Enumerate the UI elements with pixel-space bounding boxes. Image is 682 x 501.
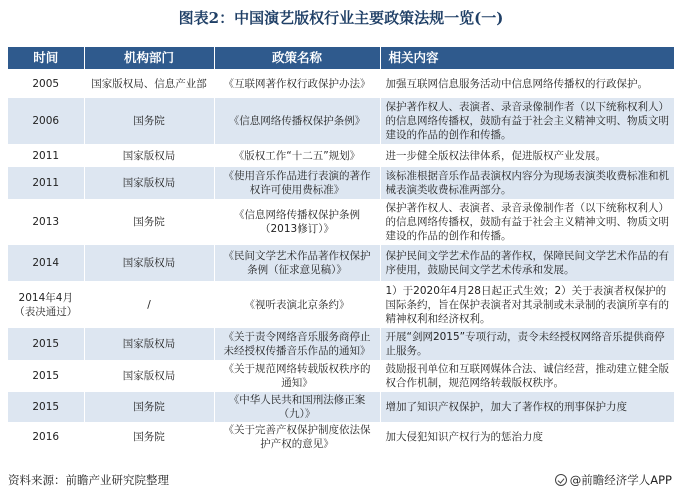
header-name: 政策名称 [214,47,380,69]
cell-time: 2015 [8,392,84,422]
cell-policy-name: 《使用音乐作品进行表演的著作权许可使用费标准》 [214,167,380,199]
cell-policy-name: 《视听表演北京条约》 [214,281,380,328]
table-row [8,69,674,98]
cell-policy-name: 《信息网络传播权保护条例（2013修订）》 [214,199,380,245]
table-row [8,144,674,167]
cell-org: / [84,281,214,328]
cell-time: 2015 [8,328,84,360]
table-row [8,245,674,281]
source-note: 资料来源：前瞻产业研究院整理 [8,473,169,487]
cell-time: 2006 [8,98,84,144]
cell-policy-name: 《关于规范网络转载版权秩序的通知》 [214,360,380,392]
header-content: 相关内容 [380,47,674,69]
table-row [8,167,674,199]
header-time: 时间 [8,47,84,69]
cell-content: 加大侵犯知识产权行为的惩治力度 [380,422,674,452]
cell-org: 国务院 [84,392,214,422]
cell-time: 2014 [8,245,84,281]
brand-credit-text: @前瞻经济学人APP [569,473,672,487]
cell-content: 鼓励报刊单位和互联网媒体合法、诚信经营，推动建立健全版权合作机制，规范网络转载版权秩序。 [380,360,674,392]
cell-content: 保护民间文学艺术作品的著作权，保障民间文学艺术作品的有序使用，鼓励民间文学艺术传承和发展。 [380,245,674,281]
cell-org: 国务院 [84,199,214,245]
figure-title: 图表2：中国演艺版权行业主要政策法规一览(一) [178,9,504,27]
cell-time: 2005 [8,69,84,98]
cell-content: 进一步健全版权法律体系，促进版权产业发展。 [380,144,674,167]
table-row [8,328,674,360]
cell-policy-name: 《版权工作“十二五”规划》 [214,144,380,167]
cell-content: 加强互联网信息服务活动中信息网络传播权的行政保护。 [380,69,674,98]
cell-org: 国家版权局、信息产业部 [84,69,214,98]
cell-policy-name: 《中华人民共和国刑法修正案（九）》 [214,392,380,422]
cell-time: 2011 [8,167,84,199]
brand-logo-icon [555,474,567,486]
table-row [8,281,674,328]
cell-time: 2011 [8,144,84,167]
cell-org: 国务院 [84,422,214,452]
table-row [8,199,674,245]
cell-org: 国家版权局 [84,167,214,199]
cell-time: 2014年4月（表决通过） [8,281,84,328]
cell-content: 增加了知识产权保护，加大了著作权的刑事保护力度 [380,392,674,422]
header-org: 机构部门 [84,47,214,69]
cell-org: 国家版权局 [84,360,214,392]
cell-content: 该标准根据音乐作品表演权内容分为现场表演类收费标准和机械表演类收费标准两部分。 [380,167,674,199]
cell-policy-name: 《关于完善产权保护制度依法保护产权的意见》 [214,422,380,452]
cell-org: 国家版权局 [84,328,214,360]
table-row [8,98,674,144]
policy-table [8,47,674,452]
cell-policy-name: 《互联网著作权行政保护办法》 [214,69,380,98]
cell-policy-name: 《民间文学艺术作品著作权保护条例（征求意见稿）》 [214,245,380,281]
table-header-row [8,47,674,69]
cell-org: 国家版权局 [84,245,214,281]
brand-credit [555,471,672,489]
cell-content: 保护著作权人、表演者、录音录像制作者（以下统称权利人）的信息网络传播权，鼓励有益于社会主义精神文明、物质文明建设的作品的创作和传播。 [380,98,674,144]
cell-time: 2015 [8,360,84,392]
cell-content: 保护著作权人、表演者、录音录像制作者（以下统称权利人）的信息网络传播权，鼓励有益于社会主义精神文明、物质文明建设的作品的创作和传播。 [380,199,674,245]
cell-org: 国家版权局 [84,144,214,167]
cell-content: 1）于2020年4月28日起正式生效；2）关于表演者权保护的国际条约，旨在保护表演者对其录制或未录制的表演所享有的精神权利和经济权利。 [380,281,674,328]
cell-time: 2013 [8,199,84,245]
cell-policy-name: 《关于责令网络音乐服务商停止未经授权传播音乐作品的通知》 [214,328,380,360]
cell-time: 2016 [8,422,84,452]
table-row [8,392,674,422]
table-row [8,360,674,392]
cell-org: 国务院 [84,98,214,144]
table-row [8,422,674,452]
cell-policy-name: 《信息网络传播权保护条例》 [214,98,380,144]
cell-content: 开展“剑网2015”专项行动，责令未经授权网络音乐提供商停止服务。 [380,328,674,360]
